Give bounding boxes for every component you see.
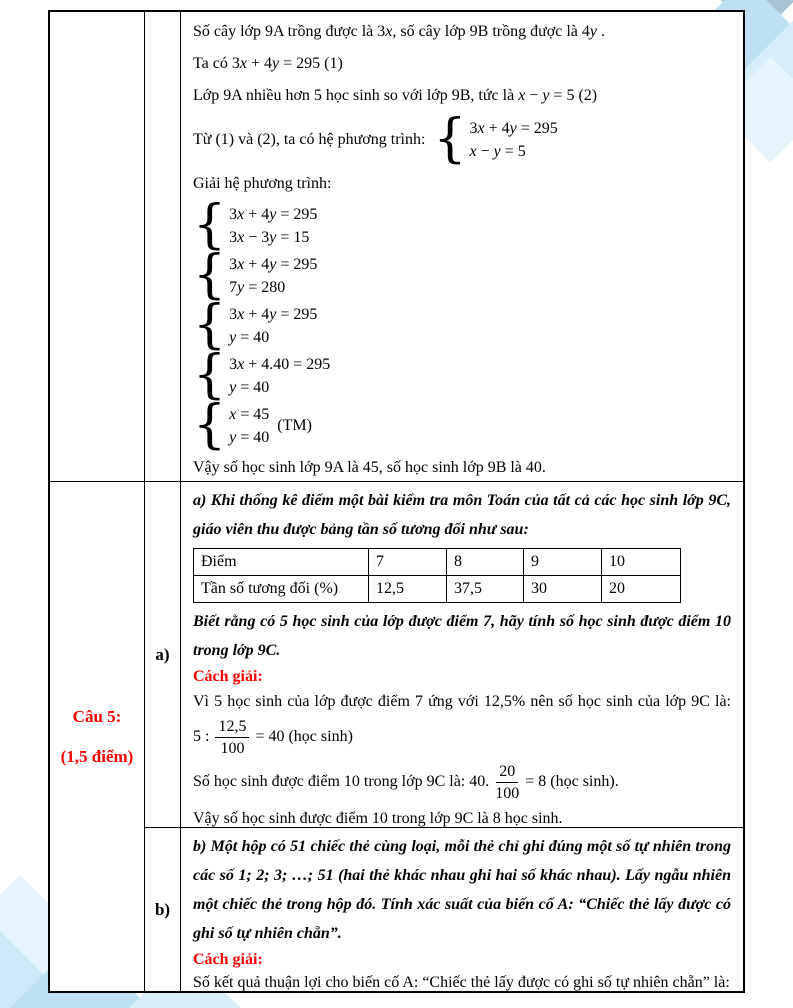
cau5-label-cell [50,482,145,991]
part-a-statement-2: Biết rằng có 5 học sinh của lớp được điểm 7, hãy tính số học sinh được điểm 10 trong lớp 9C. [193,613,731,659]
cau4-line-1: Số cây lớp 9A trồng được là 3x, số cây lớp 9B trồng được là 4y . [193,23,606,40]
frequency-table-wrap [193,548,731,603]
math-equation: 3x + 4y = 295 [231,55,321,72]
math-equation: 3x + 4y = 295 [229,255,318,273]
cau4-line-5: Giải hệ phương trình: [193,175,332,192]
part-a-statement: a) Khi thống kê điểm một bài kiểm tra môn Toán của tất cả các học sinh lớp 9C, giáo viên thu được bảng tần số tương đối như sau: [193,492,731,538]
table-cell: Điểm [194,549,369,576]
table-row [194,549,681,576]
cau4-label-cell [50,12,145,482]
math-equation: 7y = 280 [229,278,286,296]
table-cell: 20 [602,576,681,603]
table-cell: 9 [524,549,602,576]
cau4-part-cell [145,12,181,482]
table-cell: 8 [447,549,524,576]
system-step: { 3x + 4y = 295 3x − 3y = 15 [193,194,318,255]
fraction-numerator: 12,5 [215,717,249,738]
math-equation: y = 40 [229,428,270,446]
system-step: { 3x + 4y = 295 y = 40 [193,294,318,355]
part-a-solve-line: Vì 5 học sinh của lớp được điểm 7 ứng với 12,5% nên số học sinh của lớp 9C là: [193,693,731,710]
math-equation: x − y = 5 [469,143,526,160]
math-equation: 3x + 4y = 295 [229,205,318,223]
math-equation: x − y = 5 [518,87,575,104]
table-cell: 10 [602,549,681,576]
table-cell: 7 [369,549,447,576]
cau4-line-3: Lớp 9A nhiều hơn 5 học sinh so với lớp 9B, tức là x − y = 5 (2) [193,87,598,104]
math-term: 3x [377,23,393,40]
table-row [194,576,681,603]
part-b-solve-line: Số kết quả thuận lợi cho biến cố A: “Chiếc thẻ lấy được có ghi số tự nhiên chẵn” là: [193,974,730,991]
cau4-system-intro: Từ (1) và (2), ta có hệ phương trình: { 3x + 4y = 295 x − y = 5 [193,109,558,169]
frequency-table [193,548,681,603]
system-step: { 3x + 4.40 = 295 y = 40 [193,344,331,405]
fraction-denominator: 100 [220,739,245,757]
math-term: 4y [581,23,598,40]
fraction [495,762,519,803]
part-b-label: b) [154,899,171,919]
fraction-numerator: 20 [496,762,518,783]
part-b-content-cell [181,828,743,991]
part-a-content-cell [181,482,743,828]
cau4-solution-cell [181,12,743,482]
part-b-label-cell [145,828,181,991]
table-cell: Tần số tương đối (%) [194,576,369,603]
math-equation: 3x − 3y = 15 [229,228,310,246]
cau4-conclusion: Vậy số học sinh lớp 9A là 45, số học sinh lớp 9B là 40. [193,459,546,476]
part-a-conclusion: Vậy số học sinh được điểm 10 trong lớp 9C là 8 học sinh. [193,810,563,827]
system-step: { 3x + 4y = 295 7y = 280 [193,244,318,305]
fraction-equation-2: Số học sinh được điểm 10 trong lớp 9C là: 40. $\frac{20}{100}$ = 8 (học sinh). [193,762,619,802]
system-check-label: (TM) [277,416,312,434]
fraction-equation-1: 5 : $\frac{12,5}{100}$ = 40 (học sinh) [193,717,353,757]
math-equation: x = 45 [229,405,270,423]
math-equation: 3x + 4.40 = 295 [229,355,331,373]
system-step: { x = 45 y = 40 (TM) [193,394,312,455]
math-equation: 3x + 4y = 295 [229,305,318,323]
fraction [215,717,249,758]
question-label [61,697,134,777]
fraction-denominator: 100 [495,784,520,802]
question-number: Câu 5: [72,706,122,726]
equation-system: { 3x + 4y = 295 x − y = 5 [433,109,558,169]
solution-heading: Cách giải: [193,951,263,968]
part-b-statement: b) Một hộp có 51 chiếc thẻ cùng loại, mỗi thẻ chỉ ghi đúng một số tự nhiên trong các số 1; 2; 3; …; 51 (hai thẻ khác nhau ghi hai số khác nhau). Lấy ngẫu nhiên một chiếc thẻ trong hộp đó. Tính xác suất của biến cố A: “Chiếc thẻ lấy được có ghi số tự nhiên chẵn”. [193,838,731,942]
math-equation: y = 40 [229,378,270,396]
math-equation: 3x + 4y = 295 [469,120,558,137]
table-cell: 30 [524,576,602,603]
math-equation: y = 40 [229,328,270,346]
solution-heading: Cách giải: [193,668,263,685]
cau4-line-2: Ta có 3x + 4y = 295 (1) [193,55,343,72]
question-points: (1,5 điểm) [60,746,134,766]
cau4-system-steps [193,194,731,455]
part-a-label: a) [155,644,170,664]
table-cell: 12,5 [369,576,447,603]
solution-table [48,10,745,993]
part-a-label-cell [145,482,181,828]
table-cell: 37,5 [447,576,524,603]
